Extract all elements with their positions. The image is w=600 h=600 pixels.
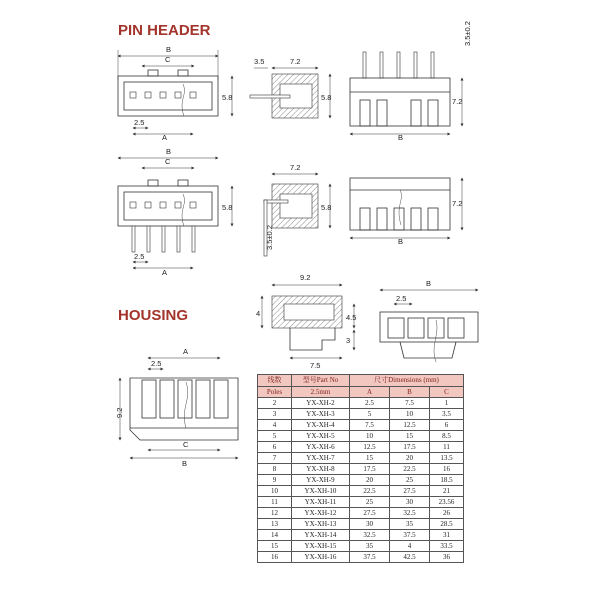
dim-b-label-2: B	[166, 147, 172, 156]
header-part-no: 型号Part No	[292, 375, 350, 387]
table-subheader-row	[258, 387, 464, 398]
dim-a-label: A	[162, 133, 168, 142]
dim-housing-front-pitch-label: 2.5	[151, 359, 162, 368]
cell-part-no: YX-XH-8	[292, 464, 350, 475]
cell-c: 3.5	[430, 409, 464, 420]
cell-b: 37.5	[390, 530, 430, 541]
cell-a: 10	[350, 431, 390, 442]
cell-part-no: YX-XH-10	[292, 486, 350, 497]
housing-front-view	[115, 347, 238, 468]
table-row	[258, 431, 464, 442]
pin-header-front-view-angled	[118, 147, 232, 277]
dim-housing-45-label: 4.5	[346, 313, 357, 322]
cell-part-no: YX-XH-2	[292, 398, 350, 409]
cell-c: 11	[430, 442, 464, 453]
dim-58-side-label-2: 5.8	[321, 203, 332, 212]
housing-side-section	[256, 273, 356, 370]
cell-b: 15	[390, 431, 430, 442]
cell-a: 7.5	[350, 420, 390, 431]
cell-b: 7.5	[390, 398, 430, 409]
dim-housing-4-label: 4	[256, 309, 261, 318]
cell-b: 35	[390, 519, 430, 530]
dim-pitch-label-2: 2.5	[134, 252, 145, 261]
dim-c-label: C	[165, 55, 171, 64]
table-row	[258, 420, 464, 431]
housing-end-view	[380, 279, 478, 362]
dim-72-top-label: 7.2	[452, 97, 463, 106]
dim-72-label: 7.2	[290, 57, 301, 66]
dim-72-top-label-2: 7.2	[452, 199, 463, 208]
dim-b-top-label: B	[398, 133, 404, 142]
table-row	[258, 409, 464, 420]
pin-header-side-section-angled	[264, 163, 331, 256]
cell-a: 32.5	[350, 530, 390, 541]
cell-poles: 9	[258, 475, 292, 486]
cell-poles: 3	[258, 409, 292, 420]
table-row	[258, 398, 464, 409]
cell-b: 10	[390, 409, 430, 420]
pin-header-side-section	[250, 57, 331, 118]
cell-part-no: YX-XH-3	[292, 409, 350, 420]
cell-c: 13.5	[430, 453, 464, 464]
pin-header-top-view-angled	[350, 178, 462, 246]
header-poles: Poles	[258, 387, 292, 398]
table-row	[258, 486, 464, 497]
header-c: C	[430, 387, 464, 398]
dim-c-label-2: C	[165, 157, 171, 166]
cell-poles: 7	[258, 453, 292, 464]
dim-b-top-label-2: B	[398, 237, 404, 246]
pin-header-top-view	[350, 21, 472, 142]
table-row	[258, 464, 464, 475]
dim-58-label-2: 5.8	[222, 203, 233, 212]
dim-pitch-label: 2.5	[134, 118, 145, 127]
pin-header-heading: PIN HEADER	[118, 22, 211, 39]
header-poles-cn: 线数	[258, 375, 292, 387]
header-b: B	[390, 387, 430, 398]
cell-c: 23.56	[430, 497, 464, 508]
dim-housing-c-label: C	[183, 440, 189, 449]
cell-a: 15	[350, 453, 390, 464]
header-pitch: 2.5mm	[292, 387, 350, 398]
cell-b: 4	[390, 541, 430, 552]
dim-housing-front-92-label: 9.2	[115, 407, 124, 418]
dim-housing-width-label: 9.2	[300, 273, 311, 282]
cell-c: 28.5	[430, 519, 464, 530]
cell-b: 30	[390, 497, 430, 508]
cell-poles: 12	[258, 508, 292, 519]
cell-b: 17.5	[390, 442, 430, 453]
cell-part-no: YX-XH-4	[292, 420, 350, 431]
cell-part-no: YX-XH-9	[292, 475, 350, 486]
cell-poles: 11	[258, 497, 292, 508]
cell-b: 32.5	[390, 508, 430, 519]
cell-poles: 6	[258, 442, 292, 453]
cell-part-no: YX-XH-7	[292, 453, 350, 464]
dim-housing-front-b-label: B	[182, 459, 188, 468]
dim-housing-3-label: 3	[346, 336, 351, 345]
cell-b: 22.5	[390, 464, 430, 475]
cell-a: 20	[350, 475, 390, 486]
cell-a: 5	[350, 409, 390, 420]
cell-c: 1	[430, 398, 464, 409]
cell-a: 37.5	[350, 552, 390, 563]
cell-c: 33.5	[430, 541, 464, 552]
table-row	[258, 453, 464, 464]
pin-header-front-view	[118, 45, 232, 142]
cell-b: 12.5	[390, 420, 430, 431]
cell-poles: 2	[258, 398, 292, 409]
cell-part-no: YX-XH-14	[292, 530, 350, 541]
dim-housing-75-label: 7.5	[310, 361, 321, 370]
cell-poles: 16	[258, 552, 292, 563]
table-body	[258, 398, 464, 563]
table-row	[258, 530, 464, 541]
table-header-row	[258, 375, 464, 387]
dim-35-label: 3.5	[254, 57, 265, 66]
dim-housing-a-label: A	[183, 347, 189, 356]
cell-part-no: YX-XH-12	[292, 508, 350, 519]
dim-58-label: 5.8	[222, 93, 233, 102]
cell-a: 35	[350, 541, 390, 552]
cell-b: 20	[390, 453, 430, 464]
cell-part-no: YX-XH-5	[292, 431, 350, 442]
cell-a: 17.5	[350, 464, 390, 475]
cell-poles: 14	[258, 530, 292, 541]
dim-72-label-2: 7.2	[290, 163, 301, 172]
cell-a: 22.5	[350, 486, 390, 497]
housing-heading: HOUSING	[118, 307, 189, 324]
cell-c: 36	[430, 552, 464, 563]
cell-c: 18.5	[430, 475, 464, 486]
cell-a: 12.5	[350, 442, 390, 453]
dim-58-side-label: 5.8	[321, 93, 332, 102]
cell-a: 27.5	[350, 508, 390, 519]
cell-poles: 15	[258, 541, 292, 552]
cell-b: 27.5	[390, 486, 430, 497]
cell-part-no: YX-XH-11	[292, 497, 350, 508]
table-row	[258, 541, 464, 552]
cell-c: 16	[430, 464, 464, 475]
table-row	[258, 508, 464, 519]
table-row	[258, 552, 464, 563]
cell-part-no: YX-XH-15	[292, 541, 350, 552]
dim-a-label-2: A	[162, 268, 168, 277]
table-row	[258, 497, 464, 508]
table-row	[258, 442, 464, 453]
cell-a: 2.5	[350, 398, 390, 409]
cell-a: 30	[350, 519, 390, 530]
dim-pin-length-label-2: 3.5±0.2	[265, 225, 274, 250]
dim-pin-length-label: 3.5±0.2	[463, 21, 472, 46]
dim-housing-b-label: B	[426, 279, 432, 288]
cell-poles: 8	[258, 464, 292, 475]
cell-b: 42.5	[390, 552, 430, 563]
dim-housing-pitch-label: 2.5	[396, 294, 407, 303]
table-row	[258, 519, 464, 530]
cell-poles: 13	[258, 519, 292, 530]
cell-part-no: YX-XH-16	[292, 552, 350, 563]
cell-c: 31	[430, 530, 464, 541]
cell-poles: 5	[258, 431, 292, 442]
dimensions-table	[257, 374, 464, 563]
cell-b: 25	[390, 475, 430, 486]
cell-c: 8.5	[430, 431, 464, 442]
cell-part-no: YX-XH-13	[292, 519, 350, 530]
cell-c: 21	[430, 486, 464, 497]
cell-a: 25	[350, 497, 390, 508]
dim-b-label: B	[166, 45, 172, 54]
cell-c: 6	[430, 420, 464, 431]
cell-part-no: YX-XH-6	[292, 442, 350, 453]
cell-poles: 10	[258, 486, 292, 497]
cell-c: 26	[430, 508, 464, 519]
header-dimensions: 尺寸Dimensions (mm)	[350, 375, 464, 387]
table-row	[258, 475, 464, 486]
cell-poles: 4	[258, 420, 292, 431]
header-a: A	[350, 387, 390, 398]
